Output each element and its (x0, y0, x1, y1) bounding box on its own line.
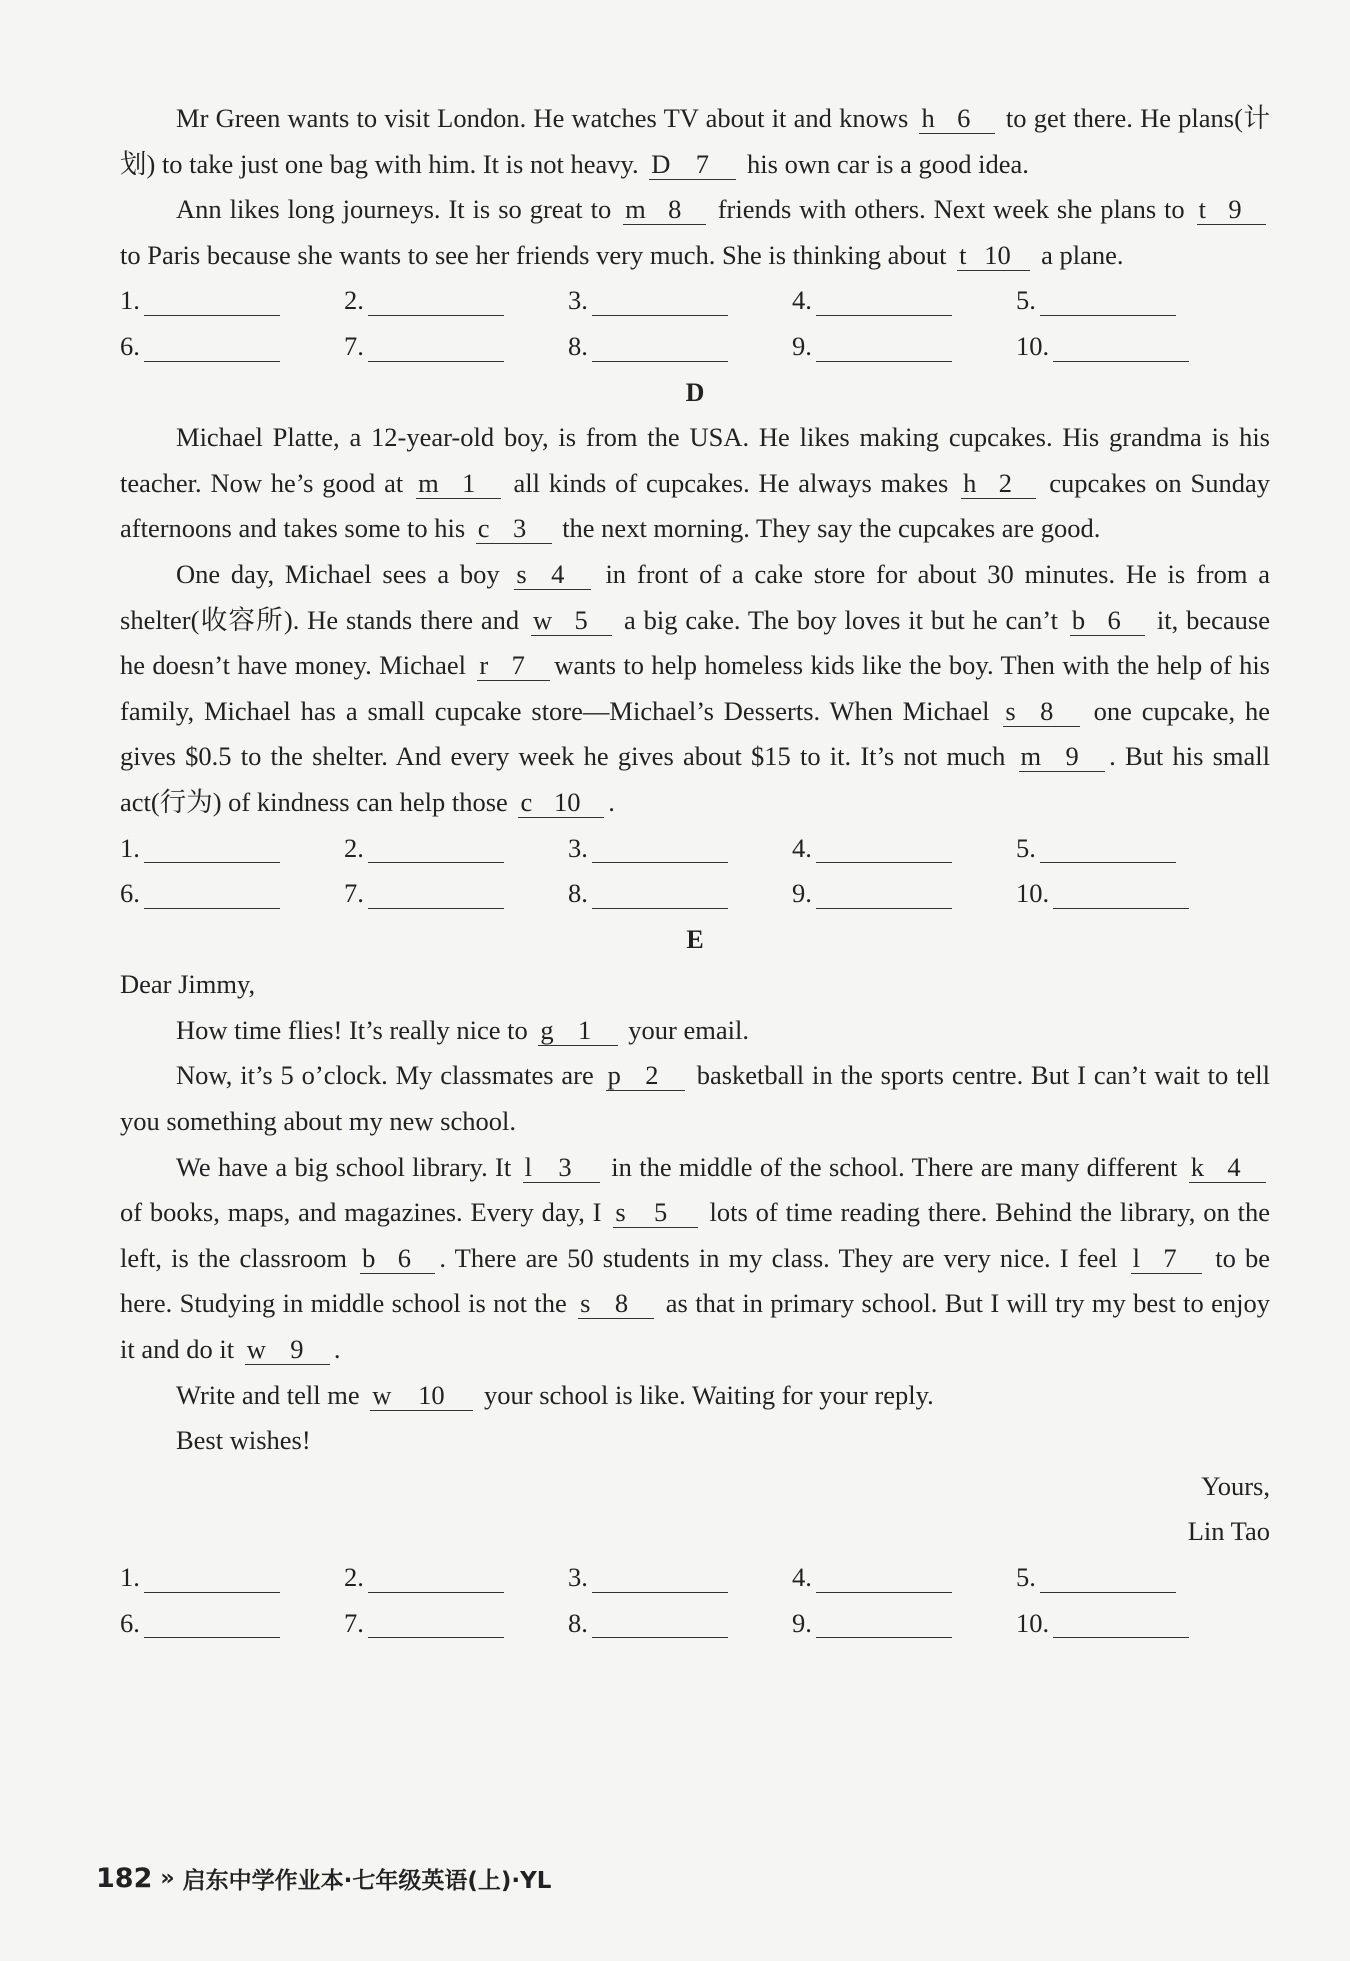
blank-1[interactable] (416, 468, 501, 499)
answer-line[interactable] (1053, 1637, 1189, 1638)
answer-number: 9. (792, 1607, 812, 1638)
blank-9[interactable] (245, 1334, 330, 1365)
blank-initial: s (1005, 695, 1016, 726)
answer-number: 4. (792, 1562, 812, 1592)
answer-number: 8. (568, 1607, 588, 1638)
answer-line[interactable] (1040, 1592, 1176, 1593)
answer-number: 2. (344, 832, 364, 863)
blank-4[interactable] (514, 559, 590, 590)
answer-number: 4. (792, 285, 812, 316)
passage-text: friends with others. Next week she plans to (709, 194, 1193, 225)
blank-initial: b (1071, 604, 1086, 635)
answer-item-3[interactable] (568, 826, 792, 872)
blank-number: 6 (1107, 604, 1121, 635)
answer-item-1[interactable] (120, 1555, 344, 1601)
answer-item-2[interactable] (344, 826, 568, 872)
passage-text: your email. (621, 1014, 749, 1045)
answer-item-5[interactable] (1016, 826, 1240, 872)
answer-row (120, 324, 1270, 370)
answer-item-4[interactable] (792, 1555, 1016, 1601)
section-heading-e: E (686, 924, 704, 954)
answer-number: 5. (1016, 1562, 1036, 1592)
answer-number: 10. (1016, 878, 1050, 909)
answer-number: 1. (120, 285, 140, 316)
answer-grid-c (120, 278, 1270, 369)
blank-initial: r (479, 650, 489, 681)
answer-item-9[interactable] (792, 324, 1016, 370)
blank-initial: w (372, 1379, 392, 1410)
answer-item-10[interactable] (1016, 324, 1240, 370)
blank-number: 6 (957, 103, 971, 133)
blank-8[interactable] (578, 1288, 654, 1319)
answer-item-2[interactable] (344, 278, 568, 324)
blank-initial: p (607, 1060, 621, 1091)
blank-initial: k (1190, 1151, 1204, 1182)
blank-5[interactable] (531, 605, 612, 636)
answer-number: 6. (120, 878, 140, 909)
passage-text: cupcakes on Sunday afternoons and takes some to his (120, 467, 1270, 544)
blank-number: 8 (668, 194, 682, 225)
answer-line[interactable] (1040, 862, 1176, 863)
blank-number: 2 (645, 1060, 659, 1091)
blank-initial: t (1198, 194, 1207, 225)
letter-paragraph-3 (120, 1145, 1270, 1373)
blank-7[interactable] (1131, 1243, 1202, 1274)
passage-c-paragraph-2 (120, 187, 1270, 278)
blank-9[interactable] (1197, 194, 1266, 225)
blank-number: 8 (1040, 695, 1054, 726)
answer-line[interactable] (816, 315, 952, 316)
blank-initial: D (651, 148, 671, 179)
passage-text: One day, Michael sees a boy (176, 558, 511, 589)
blank-initial: s (615, 1197, 626, 1228)
passage-c-paragraph-1 (120, 96, 1270, 187)
passage-text: the next morning. They say the cupcakes are good. (555, 513, 1101, 544)
answer-number: 3. (568, 1562, 588, 1592)
answer-item-2[interactable] (344, 1555, 568, 1601)
passage-text: How time flies! It’s really nice to (176, 1014, 535, 1045)
answer-line[interactable] (592, 361, 728, 362)
blank-number: 1 (462, 467, 476, 498)
answer-grid-d (120, 826, 1270, 917)
blank-number: 7 (511, 650, 525, 681)
answer-item-5[interactable] (1016, 1555, 1240, 1601)
answer-number: 7. (344, 878, 364, 909)
blank-initial: g (540, 1014, 554, 1045)
answer-line[interactable] (592, 908, 728, 909)
section-heading-d: D (685, 377, 705, 407)
blank-10[interactable] (370, 1380, 473, 1411)
blank-number: 10 (418, 1379, 445, 1410)
blank-initial: b (362, 1242, 376, 1273)
blank-number: 9 (1065, 741, 1079, 772)
passage-text: Mr Green wants to visit London. He watches TV about it and knows (176, 103, 916, 133)
blank-8[interactable] (1003, 696, 1079, 727)
blank-5[interactable] (613, 1197, 697, 1228)
passage-text: his own car is a good idea. (740, 148, 1029, 179)
answer-item-10[interactable] (1016, 871, 1240, 917)
answer-item-5[interactable] (1016, 278, 1240, 324)
answer-number: 5. (1016, 285, 1036, 316)
passage-text: . There are 50 students in my class. They are very nice. I feel (439, 1242, 1127, 1273)
answer-item-10[interactable] (1016, 1601, 1240, 1647)
answer-line[interactable] (368, 1637, 504, 1638)
answer-number: 2. (344, 285, 364, 316)
answer-number: 9. (792, 330, 812, 361)
blank-initial: w (246, 1334, 266, 1365)
answer-number: 8. (568, 878, 588, 909)
blank-6[interactable] (1070, 605, 1145, 636)
answer-item-4[interactable] (792, 826, 1016, 872)
answer-line[interactable] (368, 361, 504, 362)
letter-paragraph-1 (120, 1008, 1270, 1054)
answer-grid-e (120, 1555, 1270, 1646)
passage-text: in the middle of the school. There are many different (603, 1151, 1185, 1182)
passage-text: to Paris because she wants to see her friends very much. She is thinking about (120, 239, 954, 270)
blank-number: 5 (574, 604, 588, 635)
answer-line[interactable] (368, 315, 504, 316)
blank-number: 9 (290, 1334, 304, 1365)
answer-line[interactable] (592, 1592, 728, 1593)
blank-number: 2 (998, 467, 1013, 498)
blank-initial: h (921, 103, 935, 133)
answer-number: 4. (792, 832, 812, 863)
answer-number: 1. (120, 1562, 140, 1592)
blank-number: 3 (512, 513, 527, 544)
blank-number: 3 (558, 1151, 572, 1182)
answer-number: 7. (344, 1607, 364, 1638)
blank-9[interactable] (1019, 741, 1106, 772)
passage-text: your school is like. Waiting for your reply. (477, 1379, 934, 1410)
blank-initial: c (520, 786, 533, 817)
blank-3[interactable] (523, 1152, 600, 1183)
passage-text: Ann likes long journeys. It is so great to (176, 194, 620, 225)
passage-text: a big cake. The boy loves it but he can’t (616, 604, 1066, 635)
blank-2[interactable] (961, 468, 1036, 499)
answer-item-3[interactable] (568, 1555, 792, 1601)
passage-text: of books, maps, and magazines. Every day, I (120, 1197, 610, 1228)
blank-number: 4 (551, 558, 565, 589)
answer-item-8[interactable] (568, 324, 792, 370)
answer-row (120, 1601, 1270, 1647)
answer-item-7[interactable] (344, 324, 568, 370)
passage-text: Now, it’s 5 o’clock. My classmates are (176, 1060, 602, 1091)
blank-7[interactable] (477, 650, 550, 681)
double-chevron-icon: » (160, 1866, 175, 1891)
passage-text: to get there. He plans(计划) to take just one bag with him. It is not heavy. (120, 103, 1270, 179)
answer-number: 5. (1016, 832, 1036, 863)
blank-initial: h (963, 467, 977, 498)
answer-item-4[interactable] (792, 278, 1016, 324)
blank-number: 6 (397, 1242, 411, 1273)
answer-number: 6. (120, 1607, 140, 1638)
answer-number: 3. (568, 285, 588, 316)
passage-text: a plane. (1034, 239, 1124, 270)
answer-item-7[interactable] (344, 1601, 568, 1647)
page-footer (96, 1862, 551, 1895)
book-title: 启东中学作业本·七年级英语(上)·YL (182, 1868, 552, 1894)
answer-line[interactable] (144, 1592, 280, 1593)
blank-initial: w (532, 604, 553, 635)
blank-number: 4 (1227, 1151, 1241, 1182)
answer-number: 2. (344, 1562, 364, 1592)
answer-line[interactable] (144, 1637, 280, 1638)
blank-10[interactable] (518, 787, 604, 818)
blank-number: 5 (654, 1197, 668, 1228)
blank-4[interactable] (1189, 1152, 1266, 1183)
answer-number: 10. (1016, 330, 1050, 361)
blank-initial: m (418, 467, 439, 498)
letter-paragraph-2 (120, 1053, 1270, 1144)
blank-6[interactable] (919, 103, 994, 134)
blank-initial: l (524, 1151, 532, 1182)
passage-text: wants to help homeless kids like the boy. Then with the help of his family, Michael has a small cupcake store—Michael’s Desserts. When Michael (120, 650, 1270, 726)
passage-text: Write and tell me (176, 1379, 367, 1410)
answer-item-3[interactable] (568, 278, 792, 324)
answer-line[interactable] (816, 908, 952, 909)
answer-line[interactable] (592, 862, 728, 863)
answer-line[interactable] (1053, 361, 1189, 362)
blank-initial: s (516, 558, 527, 589)
blank-number: 7 (695, 148, 710, 179)
passage-text: all kinds of cupcakes. He always makes (504, 467, 958, 498)
blank-6[interactable] (360, 1243, 435, 1274)
answer-line[interactable] (592, 1637, 728, 1638)
blank-3[interactable] (476, 513, 552, 544)
blank-initial: s (580, 1288, 591, 1319)
answer-line[interactable] (1040, 315, 1176, 316)
answer-number: 1. (120, 832, 140, 863)
answer-line[interactable] (368, 1592, 504, 1593)
passage-text: lots of time reading there. Behind the library, on the left, is the classroom (120, 1197, 1270, 1273)
passage-d-paragraph-1 (120, 415, 1270, 552)
answer-line[interactable] (592, 315, 728, 316)
blank-initial: m (625, 194, 646, 225)
passage-text: . (333, 1334, 341, 1365)
blank-number: 7 (1163, 1242, 1177, 1273)
answer-item-6[interactable] (120, 871, 344, 917)
answer-line[interactable] (816, 1592, 952, 1593)
letter-signature: Lin Tao (1187, 1516, 1270, 1547)
answer-line[interactable] (816, 361, 952, 362)
answer-item-6[interactable] (120, 1601, 344, 1647)
passage-d-paragraph-2 (120, 552, 1270, 826)
answer-row (120, 278, 1270, 324)
answer-number: 3. (568, 832, 588, 863)
answer-item-7[interactable] (344, 871, 568, 917)
answer-item-1[interactable] (120, 826, 344, 872)
answer-line[interactable] (144, 862, 280, 863)
blank-initial: l (1132, 1242, 1141, 1273)
answer-number: 7. (344, 330, 364, 361)
blank-10[interactable] (957, 240, 1030, 271)
blank-1[interactable] (538, 1015, 617, 1046)
letter-closing: Best wishes! (176, 1425, 311, 1456)
answer-number: 9. (792, 878, 812, 909)
passage-text: in front of a cake store for about 30 minutes. He is from a shelter(收容所). He stands there and (120, 558, 1270, 635)
answer-item-9[interactable] (792, 1601, 1016, 1647)
answer-line[interactable] (368, 862, 504, 863)
blank-number: 10 (984, 239, 1011, 270)
answer-row (120, 826, 1270, 872)
letter-paragraph-4 (120, 1373, 1270, 1419)
answer-number: 10. (1016, 1607, 1050, 1638)
blank-7[interactable] (649, 149, 736, 180)
blank-initial: c (477, 513, 490, 544)
passage-text: basketball in the sports centre. But I can’t wait to tell you something about my new school. (120, 1060, 1270, 1137)
answer-line[interactable] (368, 908, 504, 909)
blank-initial: m (1020, 741, 1042, 772)
passage-text: to be here. Studying in middle school is not the (120, 1242, 1271, 1319)
answer-number: 6. (120, 330, 140, 361)
answer-row (120, 871, 1270, 917)
passage-text: We have a big school library. It (176, 1151, 519, 1182)
answer-item-6[interactable] (120, 324, 344, 370)
passage-text: it, because he doesn’t have money. Michael (120, 604, 1270, 681)
page-number: 182 (96, 1863, 153, 1894)
blank-number: 9 (1228, 194, 1242, 225)
answer-row (120, 1555, 1270, 1601)
answer-line[interactable] (1053, 908, 1189, 909)
answer-item-1[interactable] (120, 278, 344, 324)
answer-line[interactable] (144, 908, 280, 909)
answer-line[interactable] (816, 1637, 952, 1638)
passage-text: . (608, 786, 615, 817)
answer-line[interactable] (816, 862, 952, 863)
passage-text: as that in primary school. But I will try my best to enjoy it and do it (120, 1288, 1271, 1365)
blank-initial: t (959, 239, 967, 270)
blank-number: 10 (553, 786, 581, 817)
answer-item-9[interactable] (792, 871, 1016, 917)
answer-line[interactable] (144, 315, 280, 316)
answer-line[interactable] (144, 361, 280, 362)
passage-text: one cupcake, he gives $0.5 to the shelter. And every week he gives about $15 to it. It’s not much (120, 695, 1270, 772)
blank-number: 1 (578, 1014, 592, 1045)
passage-text: Michael Platte, a 12-year-old boy, is from the USA. He likes making cupcakes. His grandma is his teacher. Now he’s good at (120, 422, 1270, 498)
blank-8[interactable] (623, 194, 706, 225)
blank-number: 8 (614, 1288, 629, 1319)
blank-2[interactable] (606, 1060, 685, 1091)
answer-item-8[interactable] (568, 871, 792, 917)
letter-signoff: Yours, (1201, 1470, 1270, 1501)
passage-text: . But his small act(行为) of kindness can help those (120, 741, 1270, 817)
answer-number: 8. (568, 330, 588, 361)
answer-item-8[interactable] (568, 1601, 792, 1647)
letter-greeting: Dear Jimmy, (120, 969, 256, 1000)
